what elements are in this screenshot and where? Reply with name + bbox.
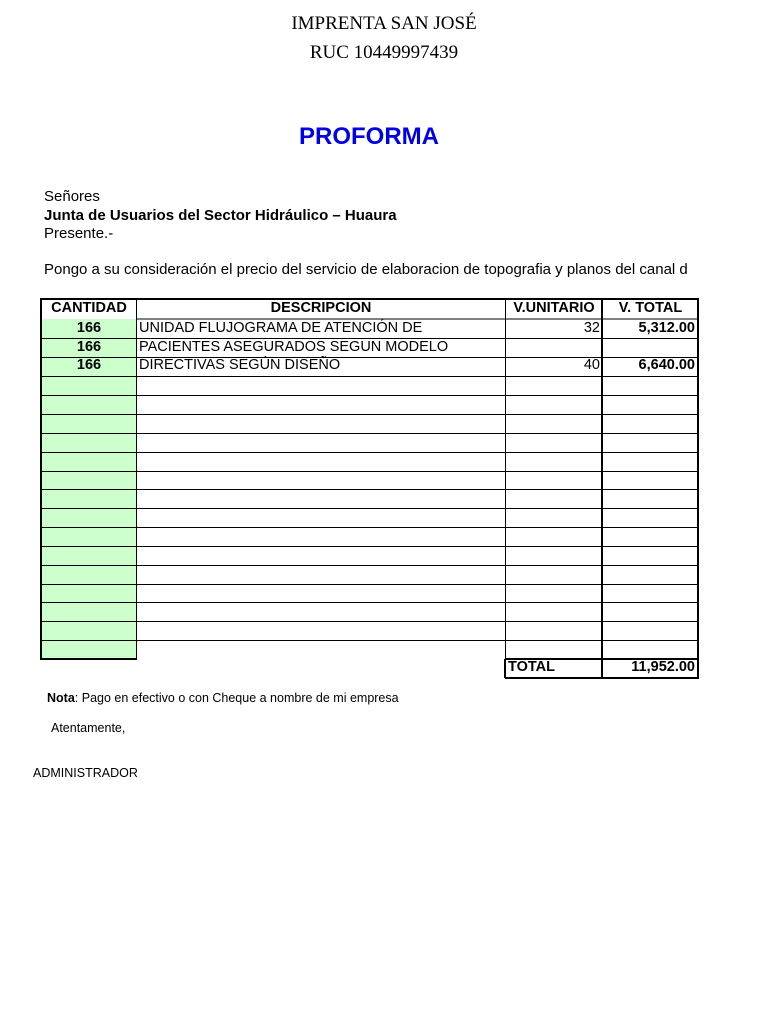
header-total: V. TOTAL — [618, 300, 683, 316]
row-3-cantidad: 166 — [76, 357, 102, 373]
total-value: 11,952.00 — [631, 659, 695, 675]
presente-text: Presente.- — [44, 225, 114, 242]
row-1-cantidad: 166 — [76, 320, 102, 336]
intro-paragraph: Pongo a su consideración el precio del servicio de elaboracion de topografia y planos del canal d — [44, 261, 688, 278]
row-3-total: 6,640.00 — [638, 357, 695, 373]
payment-note — [47, 691, 399, 705]
quote-table — [40, 298, 699, 680]
company-name: IMPRENTA SAN JOSÉ — [291, 13, 477, 34]
note-label: Nota — [47, 691, 75, 705]
row-2-cantidad: 166 — [76, 339, 102, 355]
row-1-total: 5,312.00 — [638, 320, 695, 336]
company-ruc: RUC 10449997439 — [309, 42, 459, 63]
header-unitario: V.UNITARIO — [513, 300, 595, 316]
document-title: PROFORMA — [299, 123, 439, 150]
header-cantidad: CANTIDAD — [51, 300, 127, 316]
note-text: : Pago en efectivo o con Cheque a nombre de mi empresa — [74, 691, 399, 705]
row-2-descripcion: PACIENTES ASEGURADOS SEGUN MODELO — [139, 339, 449, 355]
header-descripcion: DESCRIPCION — [270, 300, 372, 316]
signature-title: ADMINISTRADOR — [33, 766, 138, 780]
closing-text: Atentamente, — [51, 721, 126, 735]
row-1-descripcion: UNIDAD FLUJOGRAMA DE ATENCIÓN DE — [139, 320, 423, 336]
recipient: Junta de Usuarios del Sector Hidráulico – Huaura — [44, 207, 397, 224]
greeting: Señores — [44, 188, 100, 205]
row-1-unitario: 32 — [583, 320, 600, 336]
total-label: TOTAL — [508, 659, 555, 675]
row-3-descripcion: DIRECTIVAS SEGÚN DISEÑO — [139, 357, 341, 373]
row-3-unitario: 40 — [583, 357, 600, 373]
